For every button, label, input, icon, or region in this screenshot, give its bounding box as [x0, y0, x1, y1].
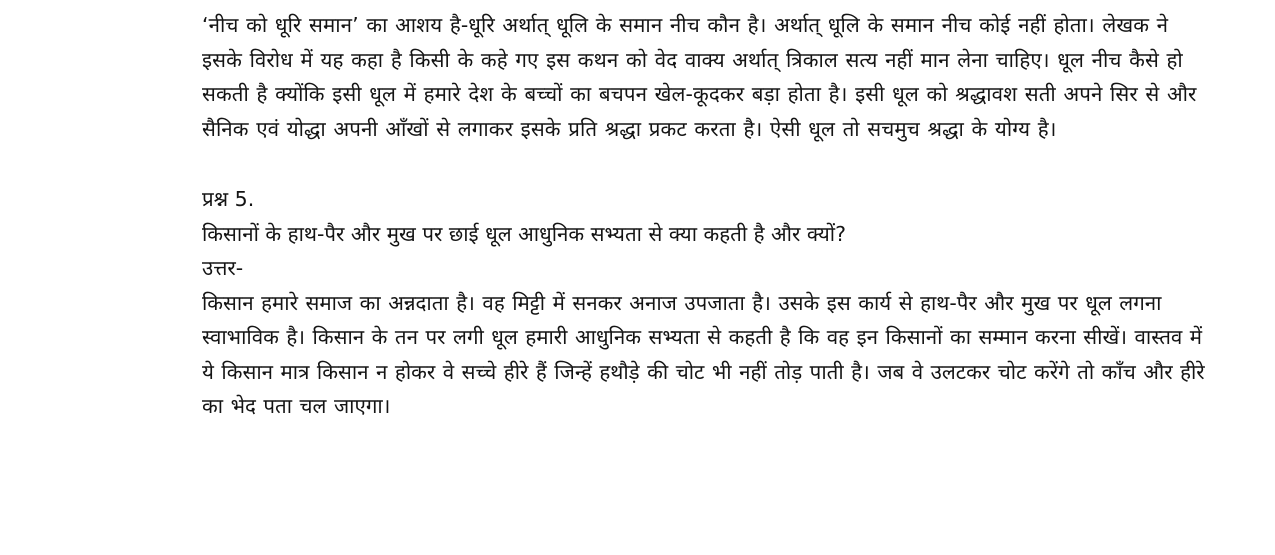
intro-paragraph: ‘नीच को धूरि समान’ का आशय है-धूरि अर्थात् धूलि के समान नीच कौन है। अर्थात् धूलि के समान नीच कोई नहीं होता। लेखक ने इसके विरोध में यह कहा है किसी के कहे गए इस कथन को वेद वाक्य अर्थात् त्रिकाल सत्य नहीं मान लेना चाहिए। धूल नीच कैसे हो सकती है क्योंकि इसी धूल में हमारे देश के बच्चों का बचपन खेल-कूदकर बड़ा होता है। इसी धूल को श्रद्धावश सती अपने सिर से और सैनिक एवं योद्धा अपनी आँखों से लगाकर इसके प्रति श्रद्धा प्रकट करता है। ऐसी धूल तो सचमुच श्रद्धा के योग्य है। — [202, 13, 1197, 141]
question-number: प्रश्न 5. — [202, 187, 255, 211]
paragraph-spacer — [202, 146, 1215, 182]
answer-text: किसान हमारे समाज का अन्नदाता है। वह मिट्टी में सनकर अनाज उपजाता है। उसके इस कार्य से हाथ-पैर और मुख पर धूल लगना स्वाभाविक है। किसान के तन पर लगी धूल हमारी आधुनिक सभ्यता से कहती है कि वह इन किसानों का सम्मान करना सीखें। वास्तव में ये किसान मात्र किसान न होकर वे सच्चे हीरे हैं जिन्हें हथौड़े की चोट भी नहीं तोड़ पाती है। जब वे उलटकर चोट करेंगे तो काँच और हीरे का भेद पता चल जाएगा। — [202, 290, 1205, 418]
answer-label: उत्तर- — [202, 256, 244, 280]
question-text: किसानों के हाथ-पैर और मुख पर छाई धूल आधुनिक सभ्यता से क्या कहती है और क्यों? — [202, 221, 846, 246]
